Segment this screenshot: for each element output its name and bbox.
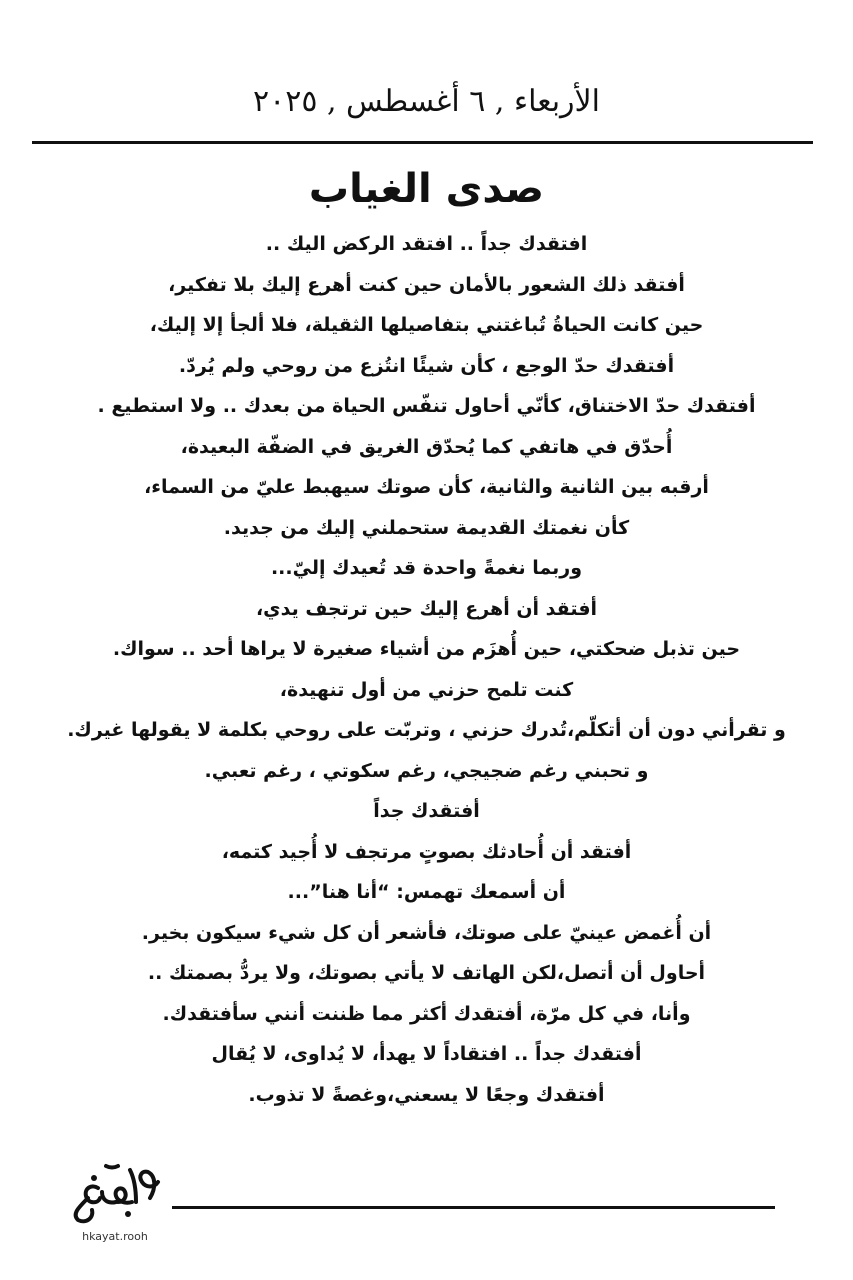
signature-handle: hkayat.rooh bbox=[82, 1230, 148, 1243]
poem-line: أفتقد ذلك الشعور بالأمان حين كنت أهرع إليك بلا تفكير، bbox=[168, 273, 685, 296]
poem-line: أحاول أن أتصل،لكن الهاتف لا يأتي بصوتك، ولا يردُّ بصمتك .. bbox=[147, 962, 706, 984]
poem-line: افتقدك جداً .. افتقد الركض اليك .. bbox=[265, 233, 588, 255]
poem-line: أفتقد أن أهرع إليك حين ترتجف يدي، bbox=[255, 597, 598, 620]
poem-line: أن أسمعك تهمس: “أنا هنا”... bbox=[287, 881, 566, 903]
poem-line: حين كانت الحياةُ تُباغتني بتفاصيلها الثقيلة، فلا ألجأ إلا إليك، bbox=[149, 314, 704, 336]
poem-line: أفتقدك جداً bbox=[373, 800, 480, 822]
signature-logo-icon bbox=[58, 1158, 168, 1228]
poem-line: و تحبني رغم ضجيجي، رغم سكوتي ، رغم تعبي. bbox=[204, 759, 649, 782]
poem-line: وربما نغمةً واحدة قد تُعيدك إليّ... bbox=[270, 557, 583, 579]
poem-line: كأن نغمتك القديمة ستحملني إليك من جديد. bbox=[223, 516, 630, 539]
poem-line: أفتقدك حدّ الوجع ، كأن شيئًا انتُزع من روحي ولم يُردّ. bbox=[178, 354, 675, 377]
poem-line: و تقرأني دون أن أتكلّم،تُدرك حزني ، وتربّت على روحي بكلمة لا يقولها غيرك. bbox=[67, 719, 786, 741]
poem-line: أفتقدك جداً .. افتقاداً لا يهدأ، لا يُداوى، لا يُقال bbox=[211, 1043, 642, 1065]
poem-line: أفتقدك حدّ الاختناق، كأنّي أحاول تنفّس الحياة من بعدك .. ولا استطيع . bbox=[97, 395, 756, 417]
poem-line: أُحدّق في هاتفي كما يُحدّق الغريق في الضفّة البعيدة، bbox=[180, 435, 673, 458]
poem-line: أفتقد أن أُحادثك بصوتٍ مرتجف لا أُجيد كتمه، bbox=[221, 840, 632, 863]
top-divider bbox=[32, 141, 813, 144]
poem-line: حين تذبل ضحكتي، حين أُهزَم من أشياء صغيرة لا يراها أحد .. سواك. bbox=[112, 638, 741, 660]
date-header: الأربعاء , ٦ أغسطس , ٢٠٢٥ bbox=[253, 84, 600, 119]
poem-line: كنت تلمح حزني من أول تنهيدة، bbox=[279, 678, 574, 701]
bottom-divider bbox=[172, 1206, 775, 1209]
poem-line: أن أُغمض عينيّ على صوتك، فأشعر أن كل شيء سيكون بخير. bbox=[141, 921, 712, 944]
poem-line: أفتقدك وجعًا لا يسعني،وغصةً لا تذوب. bbox=[248, 1083, 605, 1106]
poem-title: صدى الغياب bbox=[308, 166, 545, 212]
poem-line: وأنا، في كل مرّة، أفتقدك أكثر مما ظننت أنني سأفتقدك. bbox=[162, 1002, 691, 1025]
poem-body bbox=[30, 224, 823, 1115]
poem-line: أرقبه بين الثانية والثانية، كأن صوتك سيهبط عليّ من السماء، bbox=[144, 476, 709, 498]
